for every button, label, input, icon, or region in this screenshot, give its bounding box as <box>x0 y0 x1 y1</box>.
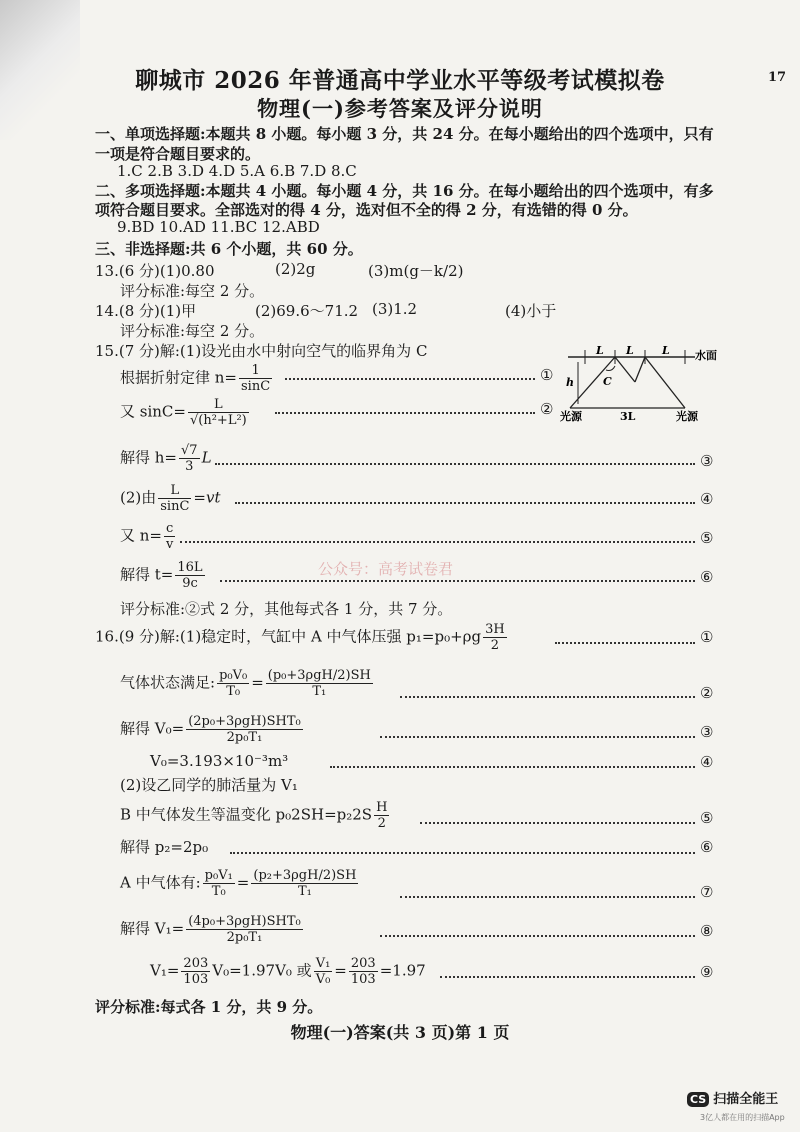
q15-eq6-denominator: 9c <box>182 576 198 591</box>
q15-eq6-leader <box>220 580 695 582</box>
q16-eq3-fraction <box>186 714 303 745</box>
q15-eq5-leader <box>180 541 695 543</box>
q16-intro-denominator: 2 <box>490 638 500 653</box>
scanner-name: 扫描全能王 <box>713 1092 779 1107</box>
scanner-tagline: 3亿人都在用的扫描App <box>700 1113 785 1122</box>
section2-heading: 二、多项选择题:本题共 4 小题。每小题 4 分，共 16 分。在每小题给出的四个选项中，有多 <box>95 182 714 200</box>
q16-eq2-rden: T₁ <box>312 684 327 699</box>
q16-eq7-rnum: (p₂+3ρgH/2)SH <box>253 868 357 883</box>
q16-eq9-num2: V₁ <box>315 956 331 971</box>
section2-answers: 9.BD 10.AD 11.BC 12.ABD <box>117 218 320 236</box>
q16-eq9-num1: 203 <box>183 956 209 971</box>
q16-eq1-leader <box>555 642 695 644</box>
q15-eq4-tail: =vt <box>193 488 221 507</box>
q16-marker-9: ⑨ <box>700 963 714 981</box>
q16-eq8-numerator: (4p₀+3ρgH)SHT₀ <box>188 914 301 929</box>
q16-eq7-rfraction <box>251 868 358 899</box>
q14-score: 评分标准:每空 2 分。 <box>120 322 265 340</box>
q16-eq7-lden: T₀ <box>211 884 226 899</box>
q15-eq4-numerator: L <box>158 483 191 499</box>
q16-eq7: A 中气体有: $\frac{\text{p₀V₁}}{\text{T₀}}$ = $\frac{\text{(p₂+3ρgH/2)SH}}{\text{T₁}}$ <box>120 868 357 899</box>
q16-eq9-part-c: = <box>334 961 347 980</box>
q16-eq2-lnum: p₀V₀ <box>219 668 248 683</box>
q16-eq7-leader <box>400 896 695 898</box>
q16-eq9-frac1 <box>181 956 210 987</box>
q16-eq6-leader <box>230 852 695 854</box>
q16-marker-3: ③ <box>700 723 714 741</box>
scanner-logo <box>687 1088 778 1107</box>
q16-eq9-leader <box>440 976 695 978</box>
q16-eq9-num3: 203 <box>350 956 376 971</box>
q16-eq5-denominator: 2 <box>377 816 386 831</box>
q16-eq8-leader <box>380 935 695 937</box>
q16-eq9-frac2 <box>314 956 333 987</box>
q16-eq8-label: 解得 V₁= <box>120 919 185 938</box>
q13-part3: (3)m(g－k/2) <box>368 262 464 280</box>
q16-eq9-part-d: =1.97 <box>379 961 426 980</box>
q13-part1: 13.(6 分)(1)0.80 <box>95 262 215 280</box>
diagram-h: h <box>566 376 574 389</box>
q15-intro: 15.(7 分)解:(1)设光由水中射向空气的临界角为 C <box>95 342 428 360</box>
q16-intro-text: 16.(9 分)解:(1)稳定时，气缸中 A 中气体压强 p₁=p₀+ρg <box>95 627 482 646</box>
q16-eq2-rnum: (p₀+3ρgH/2)SH <box>267 668 371 683</box>
q16-eq4-leader <box>330 766 695 768</box>
q16-marker-6: ⑥ <box>700 838 714 856</box>
q16-eq2-lfraction <box>217 668 249 699</box>
q15-eq2-leader <box>275 412 535 414</box>
q16-eq8 <box>120 914 305 945</box>
q16-eq9 <box>150 956 426 987</box>
q15-eq5-fraction <box>164 521 175 552</box>
q16-marker-5: ⑤ <box>700 809 714 827</box>
q16-marker-7: ⑦ <box>700 883 714 901</box>
corner-page-number: 17 <box>768 70 787 85</box>
q15-eq1-numerator: 1 <box>239 363 272 379</box>
q15-eq2-denominator: √(h²+L²) <box>189 413 247 428</box>
q16-marker-2: ② <box>700 684 714 702</box>
q15-eq5-denominator: v <box>166 537 174 552</box>
diagram-surface: 水面 <box>695 349 717 362</box>
q16-eq4: V₀=3.193×10⁻³m³ <box>150 752 289 770</box>
q16-eq5-fraction <box>374 800 389 831</box>
q15-eq5-numerator: c <box>164 521 175 537</box>
q16-marker-1: ① <box>700 628 714 646</box>
q15-eq1-leader <box>285 378 535 380</box>
q16-eq7-lnum: p₀V₁ <box>204 868 233 883</box>
section3-heading: 三、非选择题:共 6 个小题，共 60 分。 <box>95 240 363 258</box>
page-title: 聊城市 2026 年普通高中学业水平等级考试模拟卷 <box>135 67 665 94</box>
q16-eq7-lfraction <box>203 868 235 899</box>
q16-eq9-part-b: V₀=1.97V₀ 或 <box>212 961 312 980</box>
q15-eq6-label: 解得 t= <box>120 565 174 584</box>
q13-score: 评分标准:每空 2 分。 <box>120 282 265 300</box>
q16-eq7-label: A 中气体有: <box>120 873 201 892</box>
q16-intro <box>95 622 509 653</box>
q16-score: 评分标准:每式各 1 分，共 9 分。 <box>95 998 323 1016</box>
q16-eq9-part-a: V₁= <box>150 961 180 980</box>
q16-eq5-leader <box>420 822 695 824</box>
q16-eq5-label: B 中气体发生等温变化 p₀2SH=p₂2S <box>120 805 373 824</box>
q16-eq9-den1: 103 <box>183 972 209 987</box>
q15-eq1 <box>120 363 274 394</box>
q15-eq3-numerator: √7 <box>181 443 198 458</box>
q15-eq4 <box>120 483 220 514</box>
diagram-L2: L <box>626 344 634 357</box>
q15-eq3 <box>120 443 212 474</box>
q16-eq2-rfraction <box>266 668 373 699</box>
q15-marker-3: ③ <box>700 452 714 470</box>
q15-eq3-tail: L <box>201 448 212 467</box>
diagram-L1: L <box>596 344 604 357</box>
q16-intro-fraction <box>483 622 507 653</box>
q15-eq3-label: 解得 h= <box>120 448 177 467</box>
q15-eq2-fraction <box>188 397 249 428</box>
watermark-text: 公众号：高考试卷君 <box>318 560 454 578</box>
q15-marker-5: ⑤ <box>700 529 714 547</box>
q15-eq4-fraction <box>158 483 191 514</box>
q15-eq6-numerator: 16L <box>177 560 203 575</box>
diagram-source-right: 光源 <box>676 410 698 423</box>
q15-eq3-leader <box>215 463 695 465</box>
q15-eq3-denominator: 3 <box>185 459 194 474</box>
q15-eq6-fraction <box>175 560 204 591</box>
q16-eq2: 气体状态满足: $\frac{\text{p₀V₀}}{\text{T₀}}$ = $\frac{\text{(p₀+3ρgH/2)SH}}{\text{T₁}}$ <box>120 668 371 699</box>
q16-eq5 <box>120 800 391 831</box>
q16-marker-8: ⑧ <box>700 922 714 940</box>
q15-eq3-fraction <box>179 443 200 474</box>
diagram-L3: L <box>662 344 670 357</box>
q15-eq5-label: 又 n= <box>120 526 162 545</box>
refraction-diagram <box>560 342 730 424</box>
q16-eq3 <box>120 714 305 745</box>
q16-eq3-leader <box>380 736 695 738</box>
q16-eq8-denominator: 2p₀T₁ <box>226 930 263 945</box>
diagram-3L: 3L <box>620 410 636 423</box>
section1-heading-cont: 一项是符合题目要求的。 <box>95 145 261 163</box>
q15-marker-1: ① <box>540 366 554 384</box>
q15-marker-4: ④ <box>700 490 714 508</box>
q16-eq5-numerator: H <box>376 800 388 815</box>
q14-part3: (3)1.2 <box>372 300 418 318</box>
q15-eq2-numerator: L <box>188 397 249 413</box>
q16-eq9-den3: 103 <box>350 972 376 987</box>
q16-marker-4: ④ <box>700 753 714 771</box>
q16-intro-numerator: 3H <box>485 622 505 637</box>
q16-part2: (2)设乙同学的肺活量为 V₁ <box>120 776 298 794</box>
q15-eq2 <box>120 397 251 428</box>
q16-eq2-label: 气体状态满足: <box>120 673 216 692</box>
q16-eq8-fraction <box>186 914 303 945</box>
section1-answers: 1.C 2.B 3.D 4.D 5.A 6.B 7.D 8.C <box>117 162 357 180</box>
q16-eq9-frac3 <box>349 956 378 987</box>
q15-eq4-denominator: sinC <box>160 499 190 514</box>
q15-eq4-leader <box>235 502 695 504</box>
q15-eq2-label: 又 sinC= <box>120 402 186 421</box>
q15-eq1-fraction <box>239 363 272 394</box>
q15-score: 评分标准:②式 2 分，其他每式各 1 分，共 7 分。 <box>120 600 453 618</box>
q16-eq6: 解得 p₂=2p₀ <box>120 838 209 856</box>
section2-heading-cont: 项符合题目要求。全部选对的得 4 分，选对但不全的得 2 分，有选错的得 0 分。 <box>95 201 638 219</box>
q15-marker-6: ⑥ <box>700 568 714 586</box>
q16-eq2-lden: T₀ <box>226 684 241 699</box>
section1-heading: 一、单项选择题:本题共 8 小题。每小题 3 分，共 24 分。在每小题给出的四个选项中，只有 <box>95 125 714 143</box>
q16-eq3-label: 解得 V₀= <box>120 719 185 738</box>
page-subtitle: 物理(一)参考答案及评分说明 <box>257 96 543 121</box>
camscanner-icon: CS <box>687 1092 709 1107</box>
diagram-source-left: 光源 <box>560 410 582 423</box>
q16-eq9-den2: V₀ <box>315 972 331 987</box>
q13-part2: (2)2g <box>275 260 316 278</box>
q16-eq3-denominator: 2p₀T₁ <box>226 730 263 745</box>
q15-eq1-denominator: sinC <box>241 379 271 394</box>
q15-eq6 <box>120 560 207 591</box>
q15-eq4-label: (2)由 <box>120 488 157 507</box>
q14-part1: 14.(8 分)(1)甲 <box>95 302 197 320</box>
q14-part2: (2)69.6～71.2 <box>255 302 359 320</box>
diagram-C: C <box>603 375 612 388</box>
q15-eq5 <box>120 521 177 552</box>
page-footer: 物理(一)答案(共 3 页)第 1 页 <box>290 1023 510 1042</box>
q15-marker-2: ② <box>540 400 554 418</box>
q14-part4: (4)小于 <box>505 302 557 320</box>
q15-eq1-label: 根据折射定律 n= <box>120 368 237 387</box>
q16-eq3-numerator: (2p₀+3ρgH)SHT₀ <box>188 714 301 729</box>
q16-eq7-rden: T₁ <box>297 884 312 899</box>
q16-eq2-leader <box>400 696 695 698</box>
